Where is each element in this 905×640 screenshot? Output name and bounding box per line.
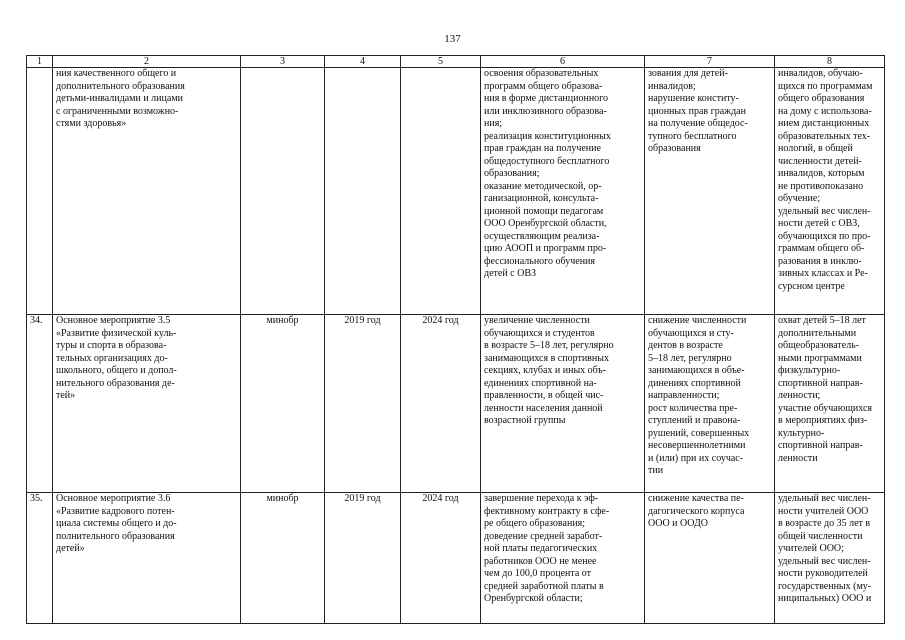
end-year: 2024 год (401, 315, 481, 493)
executor (241, 68, 325, 315)
program-table (26, 55, 885, 624)
executor: минобр (241, 315, 325, 493)
measure-name: Основное мероприятие 3.5 «Развитие физической куль- туры и спорта в образова- тельных организациях до- школьного, общего и допол- нительного образования де- тей» (53, 315, 241, 493)
row-number: 35. (27, 493, 53, 624)
header-cell: 5 (401, 56, 481, 68)
indicators: охват детей 5–18 лет дополнительными общеобразователь- ными программами физкультурно- спортивной направ- ленности; участие обучающихся в мероприятиях физ- культурно- спортивной направ- ленности (775, 315, 885, 493)
start-year: 2019 год (325, 493, 401, 624)
measure-name: ния качественного общего и дополнительного образования детьми-инвалидами и лицами с ограниченными возможно- стями здоровья» (53, 68, 241, 315)
start-year: 2019 год (325, 315, 401, 493)
header-cell: 7 (645, 56, 775, 68)
header-cell: 1 (27, 56, 53, 68)
header-cell: 2 (53, 56, 241, 68)
expected-result: освоения образовательных программ общего образова- ния в форме дистанционного или инклюзивного образова- ния; реализация конституционных прав граждан на получение общедоступного бесплатного образования; оказание методической, ор- ганизационной, консульта- ционной помощи педагогам ООО Оренбургской области, осуществляющим реализа- цию АООП и программ про- фессионального обучения детей с ОВЗ (481, 68, 645, 315)
table-row (27, 315, 885, 493)
consequences: зования для детей- инвалидов; нарушение конститу- ционных прав граждан на получение общедос- тупного бесплатного образования (645, 68, 775, 315)
end-year: 2024 год (401, 493, 481, 624)
indicators: инвалидов, обучаю- щихся по программам общего образования на дому с использова- нием дистанционных образовательных тех- нологий, в общей численности детей- инвалидов, которым не противопоказано обучение; удельный вес числен- ности детей с ОВЗ, обучающихся по про- граммам общего об- разования в инклю- зивных классах и Ре- сурсном центре (775, 68, 885, 315)
consequences: снижение качества пе- дагогического корпуса ООО и ООДО (645, 493, 775, 624)
row-number (27, 68, 53, 315)
measure-name: Основное мероприятие 3.6 «Развитие кадрового потен- циала системы общего и до- полнительного образования детей» (53, 493, 241, 624)
header-cell: 8 (775, 56, 885, 68)
header-cell: 4 (325, 56, 401, 68)
start-year (325, 68, 401, 315)
table-row (27, 493, 885, 624)
indicators: удельный вес числен- ности учителей ООО в возрасте до 35 лет в общей численности учителей ООО; удельный вес числен- ности руководителей государственных (му- ниципальных) ООО и (775, 493, 885, 624)
page-number: 137 (444, 33, 461, 45)
table-row (27, 68, 885, 315)
header-cell: 6 (481, 56, 645, 68)
row-number: 34. (27, 315, 53, 493)
executor: минобр (241, 493, 325, 624)
end-year (401, 68, 481, 315)
header-cell: 3 (241, 56, 325, 68)
expected-result: завершение перехода к эф- фективному контракту в сфе- ре общего образования; доведение средней заработ- ной платы педагогических работников ООО не менее чем до 100,0 процента от средней заработной платы в Оренбургской области; (481, 493, 645, 624)
header-row (27, 56, 885, 68)
expected-result: увеличение численности обучающихся и студентов в возрасте 5–18 лет, регулярно занимающихся в спортивных секциях, клубах и иных объ- единениях спортивной на- правленности, в общей чис- ленности населения данной возрастной группы (481, 315, 645, 493)
consequences: снижение численности обучающихся и сту- дентов в возрасте 5–18 лет, регулярно занимающихся в объе- динениях спортивной направленности; рост количества пре- ступлений и правона- рушений, совершенных несовершеннолетними и (или) при их соучас- тии (645, 315, 775, 493)
